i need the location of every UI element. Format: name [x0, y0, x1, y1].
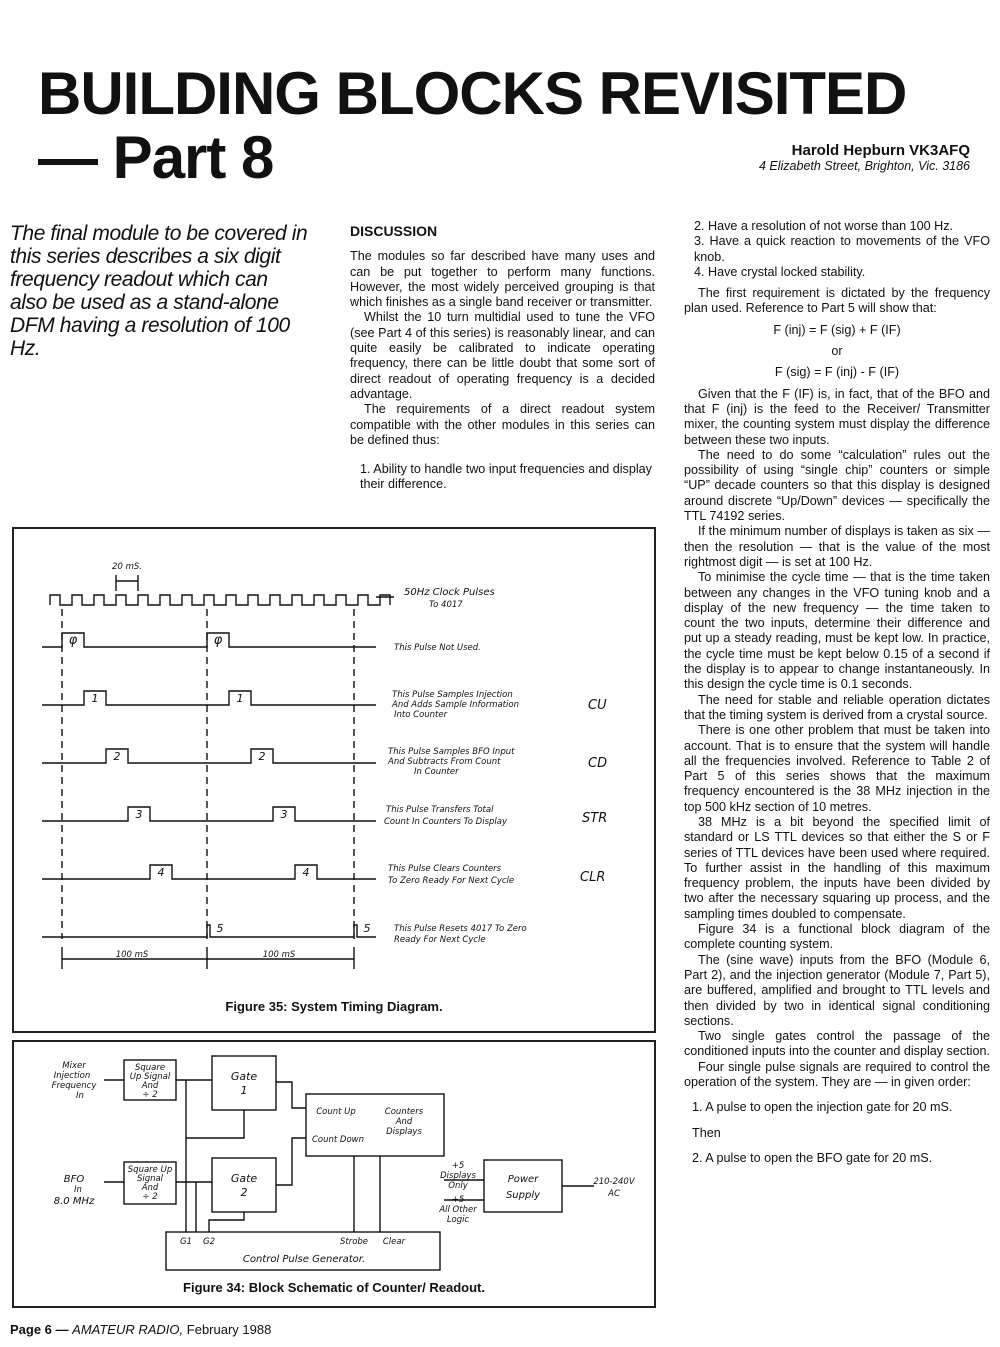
- period-marker: [116, 575, 138, 591]
- paragraph: 38 MHz is a bit beyond the specified limit of standard or LS TTL devices so that either the S or F series of TTL devices have been used where required. To further assist in the handling of this maximum frequency problem, the inputs have been divided by two after the necessary squaring up process, and the sampling times doubled to compensate.: [684, 814, 990, 921]
- clock-label: To 4017: [429, 600, 463, 610]
- pulse-label: 4: [157, 866, 165, 879]
- page-number: Page 6 —: [10, 1322, 69, 1337]
- paragraph: The need to do some “calculation” rules out the possibility of using “single chip” counters or simple “UP” decade counters so that this display is designed around discrete “Up/Down” devices — specifically the TTL 74192 series.: [684, 447, 990, 524]
- pulse-label: 1: [236, 692, 244, 705]
- row-note: This Pulse Resets 4017 To Zero: [394, 924, 527, 934]
- block-label: And: [395, 1117, 413, 1127]
- pulse-label: φ: [68, 633, 78, 648]
- row-note: This Pulse Not Used.: [394, 643, 481, 653]
- supply-label: Only: [448, 1181, 468, 1191]
- block-label: Gate: [230, 1172, 258, 1185]
- pulse-label: 5: [216, 922, 224, 935]
- dimension-line: [62, 947, 354, 969]
- paragraph: Four single pulse signals are required to control the operation of the system. They are — in given order:: [684, 1059, 990, 1090]
- block-label: Signal: [136, 1174, 164, 1184]
- pulse-label: 4: [302, 866, 310, 879]
- input-label: Injection: [53, 1071, 91, 1081]
- input-label: In: [74, 1185, 82, 1195]
- clock-label: 50Hz Clock Pulses: [404, 587, 495, 598]
- author-name: Harold Hepburn VK3AFQ: [791, 142, 970, 159]
- block-label: Count Down: [311, 1135, 365, 1145]
- block-label: Count Up: [316, 1107, 356, 1117]
- input-label: BFO: [63, 1174, 85, 1185]
- paragraph: The need for stable and reliable operation dictates that the timing system is derived from a crystal source.: [684, 692, 990, 722]
- title-line-1: BUILDING BLOCKS REVISITED: [38, 60, 907, 127]
- paragraph: To minimise the cycle time — that is the time taken between any changes in the VFO tuning knob and a display of the new frequency — the time taken to count the two inputs, determine their difference and put up a steady reading, must be kept low. In practice, the cycle time must be kept below 0.15 of a second if the display is to appear to change instantaneously. In this design the cycle time is 0.1 seconds.: [684, 570, 990, 692]
- signal-label: Strobe: [339, 1237, 369, 1247]
- paragraph: There is one other problem that must be taken into account. That is to ensure that the system will handle all the frequencies involved. Reference to Table 2 of Part 5 of this series shows that the maximum frequency encountered is the 38 MHz injection in the top 500 kHz section of 10 metres.: [684, 723, 990, 814]
- pulse-label: 3: [280, 808, 288, 821]
- supply-label: 210-240V: [593, 1177, 635, 1187]
- block-label: Displays: [386, 1127, 422, 1137]
- dimension-label: 100 mS: [262, 950, 296, 960]
- paragraph: Figure 34 is a functional block diagram of the complete counting system.: [684, 922, 990, 952]
- timing-diagram-svg: [14, 529, 654, 999]
- row-note: To Zero Ready For Next Cycle: [388, 876, 515, 886]
- block-label: ÷ 2: [142, 1192, 158, 1202]
- block-label: Square: [134, 1063, 166, 1073]
- block-label: Power: [507, 1174, 539, 1185]
- row-note: Count In Counters To Display: [384, 817, 508, 827]
- pulse-row-2: [42, 749, 376, 763]
- pulse-label: 3: [135, 808, 143, 821]
- paragraph: The modules so far described have many uses and can be put together to perform many functions. However, the most widely perceived grouping is that which finishes as a single band receiver or transmitter.: [350, 249, 655, 310]
- gate-1-block: [212, 1056, 276, 1110]
- pulse-label: 2: [113, 750, 121, 763]
- row-tag: CU: [588, 698, 607, 713]
- figure-34-block-schematic: [12, 1040, 656, 1308]
- input-label: Frequency: [51, 1081, 97, 1091]
- supply-label: Logic: [446, 1215, 470, 1225]
- list-item: 2. Have a resolution of not worse than 100 Hz.: [694, 219, 954, 233]
- clock-waveform: [50, 595, 390, 605]
- paragraph: Whilst the 10 turn multidial used to tune the VFO (see Part 4 of this series) is reasonably linear, and can quite easily be calibrated to indicate operating frequency, there can be little doubt that some sort of direct readout of operating frequency is a decided advantage.: [350, 310, 655, 401]
- row-note: This Pulse Clears Counters: [388, 864, 502, 874]
- list-item: 4. Have crystal locked stability.: [694, 264, 866, 279]
- pulse-row-4: [42, 865, 376, 879]
- supply-label: Displays: [440, 1171, 476, 1181]
- pulse-row-0: [42, 633, 376, 647]
- paragraph: Given that the F (IF) is, in fact, that of the BFO and that F (inj) is the feed to the Receiver/ Transmitter mixer, the counting system must display the difference between these two inputs.: [684, 386, 990, 447]
- row-note: Into Counter: [394, 710, 448, 720]
- equation: F (sig) = F (inj) - F (IF): [774, 365, 900, 380]
- input-label: In: [76, 1091, 84, 1101]
- issue-date: February 1988: [186, 1322, 272, 1337]
- list-item: 2. A pulse to open the BFO gate for 20 mS.: [692, 1150, 933, 1165]
- paragraph: Two single gates control the passage of the conditioned inputs into the counter and display section.: [684, 1029, 990, 1059]
- section-heading: DISCUSSION: [350, 223, 438, 239]
- pulse-label: 1: [91, 692, 99, 705]
- pulse-row-5: [42, 925, 376, 937]
- row-note: This Pulse Samples BFO Input: [388, 747, 515, 757]
- list-item: 1. A pulse to open the injection gate for 20 mS.: [692, 1100, 953, 1115]
- input-label: 8.0 MHz: [53, 1196, 95, 1207]
- block-label: Square Up: [127, 1165, 173, 1175]
- figure-35-timing-diagram: [12, 527, 656, 1033]
- row-tag: CD: [588, 756, 608, 771]
- signal-label: G1: [180, 1237, 192, 1247]
- figure-34-caption: Figure 34: Block Schematic of Counter/ Readout.: [183, 1280, 485, 1295]
- block-label: And: [141, 1183, 159, 1193]
- intro-blurb: The final module to be covered in this series describes a six digit frequency readout which can also be used as a stand-alone DFM having a resolution of 100 Hz.: [10, 222, 308, 360]
- row-note: This Pulse Samples Injection: [392, 690, 513, 700]
- block-label: Counters: [384, 1107, 424, 1117]
- supply-label: AC: [608, 1189, 620, 1199]
- paragraph: If the minimum number of displays is taken as six — then the resolution — that is the value of the most rightmost digit — is set at 100 Hz.: [684, 524, 990, 569]
- block-label: 2: [240, 1186, 248, 1199]
- list-item: 1. Ability to handle two input frequencies and display their difference.: [360, 462, 652, 492]
- period-label: 20 mS.: [112, 562, 142, 572]
- figure-35-caption: Figure 35: System Timing Diagram.: [225, 999, 443, 1014]
- block-label: Gate: [230, 1070, 258, 1083]
- equation: F (inj) = F (sig) + F (IF): [773, 322, 901, 337]
- column-right: [684, 219, 990, 1166]
- column-discussion: [350, 224, 655, 493]
- author-block: [759, 142, 970, 173]
- list-item-then: Then: [692, 1125, 721, 1140]
- list-item: 3. Have a quick reaction to movements of the VFO knob.: [694, 234, 990, 264]
- row-note: In Counter: [414, 767, 459, 777]
- power-supply-block: [484, 1160, 562, 1212]
- dimension-label: 100 mS: [115, 950, 149, 960]
- equation-or: or: [831, 344, 843, 359]
- signal-label: Clear: [382, 1237, 406, 1247]
- signal-label: G2: [203, 1237, 215, 1247]
- pulse-label: φ: [213, 633, 223, 648]
- supply-label: All Other: [439, 1205, 477, 1215]
- block-schematic-svg: [14, 1042, 654, 1274]
- row-note: Ready For Next Cycle: [394, 935, 486, 945]
- paragraph: The first requirement is dictated by the frequency plan used. Reference to Part 5 will show that:: [684, 286, 990, 316]
- row-note: And Subtracts From Count: [388, 757, 501, 767]
- block-label: Control Pulse Generator.: [242, 1254, 366, 1265]
- counters-block: [306, 1094, 444, 1156]
- magazine-name: AMATEUR RADIO,: [72, 1322, 184, 1337]
- input-label: Mixer: [62, 1061, 86, 1071]
- row-note: This Pulse Transfers Total: [386, 805, 494, 815]
- block-label: Supply: [505, 1190, 541, 1201]
- pulse-label: 2: [258, 750, 266, 763]
- page-footer: [10, 1322, 271, 1337]
- row-tag: STR: [582, 811, 608, 826]
- pulse-row-3: [42, 807, 376, 821]
- pulse-label: 5: [363, 922, 371, 935]
- gate-2-block: [212, 1158, 276, 1212]
- block-label: And: [141, 1081, 159, 1091]
- supply-label: +5: [451, 1161, 465, 1171]
- block-label: ÷ 2: [142, 1090, 158, 1100]
- block-label: 1: [240, 1084, 248, 1097]
- author-address: 4 Elizabeth Street, Brighton, Vic. 3186: [758, 159, 970, 173]
- supply-label: +5: [451, 1195, 465, 1205]
- block-label: Up Signal: [129, 1072, 171, 1082]
- title-line-2: — Part 8: [38, 124, 274, 191]
- row-tag: CLR: [580, 870, 606, 885]
- paragraph: The (sine wave) inputs from the BFO (Module 6, Part 2), and the injection generator (Module 7, Part 5), are buffered, amplified and brought to TTL levels and then divided by two in identical signal conditioning sections.: [684, 952, 990, 1028]
- row-note: And Adds Sample Information: [392, 700, 519, 710]
- paragraph: The requirements of a direct readout system compatible with the other modules in this series can be defined thus:: [350, 402, 655, 447]
